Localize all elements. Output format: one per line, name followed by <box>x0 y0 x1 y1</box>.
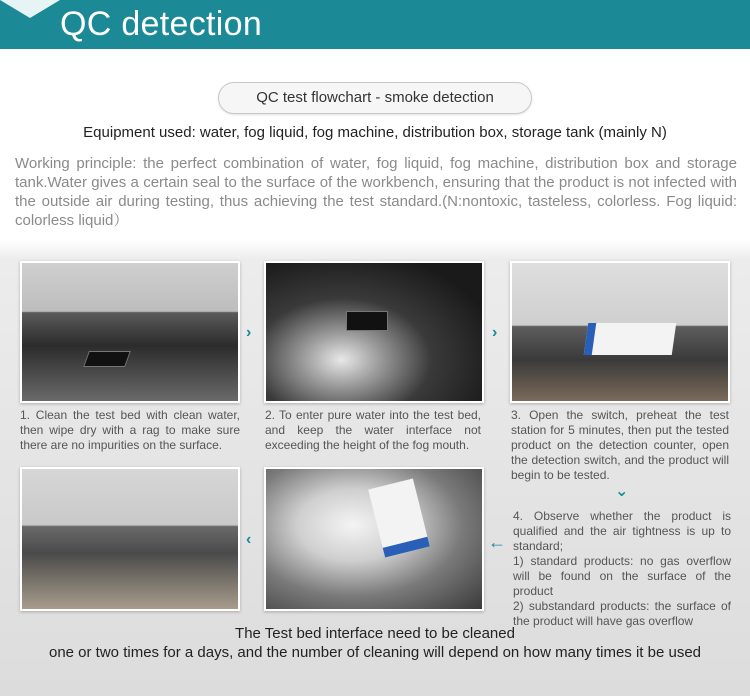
arrow-right-icon: › <box>492 324 498 341</box>
fog-mouth-opening <box>346 311 388 331</box>
header-notch-decoration <box>0 0 60 18</box>
step-2-photo <box>264 261 484 403</box>
step-1-caption: 1. Clean the test bed with clean water, then wipe dry with a rag to make sure there are no impurities on the surface. <box>20 408 240 452</box>
working-principle-text: Working principle: the perfect combination of water, fog liquid, fog machine, distribution box and storage tank.Water gives a certain seal to the surface of the workbench, ensuring that the product is not infected with the outside air during testing, thus achieving the test standard.(N:nontoxic, tasteless, colorless. Fog liquid: colorless liquid） <box>15 155 737 229</box>
step-1-photo <box>20 261 240 403</box>
arrow-right-icon: › <box>246 324 252 341</box>
step-4-photo-station <box>20 467 240 611</box>
tested-product-box <box>584 323 676 355</box>
flowchart-title-badge: QC test flowchart - smoke detection <box>218 82 532 114</box>
step-2-caption: 2. To enter pure water into the test bed, and keep the water interface not exceeding the height of the fog mouth. <box>265 408 481 452</box>
step-3-photo <box>510 261 730 403</box>
arrow-down-icon: ⌄ <box>615 483 629 500</box>
header-banner <box>0 0 750 49</box>
step-4-photo-smoke <box>264 467 484 611</box>
test-bed-opening <box>83 351 131 367</box>
footer-line-2: one or two times for a days, and the number of cleaning will depend on how many times it be used <box>48 644 702 661</box>
arrow-left-icon: ‹ <box>246 531 252 548</box>
step-4-caption: 4. Observe whether the product is qualified and the air tightness is up to standard; 1) standard products: no gas overflow will be found on the surface of the product 2) substandard products: the surface of the product will have gas overflow <box>513 509 731 628</box>
equipment-text: Equipment used: water, fog liquid, fog machine, distribution box, storage tank (mainly N) <box>83 124 667 141</box>
tested-product-box <box>368 478 430 557</box>
arrow-back-icon: ← <box>488 532 506 552</box>
step-3-caption: 3. Open the switch, preheat the test station for 5 minutes, then put the tested product on the detection counter, open the detection switch, and the product will begin to be tested. <box>511 408 729 482</box>
footer-line-1: The Test bed interface need to be cleaned <box>235 625 515 642</box>
page-title: QC detection <box>60 5 263 43</box>
